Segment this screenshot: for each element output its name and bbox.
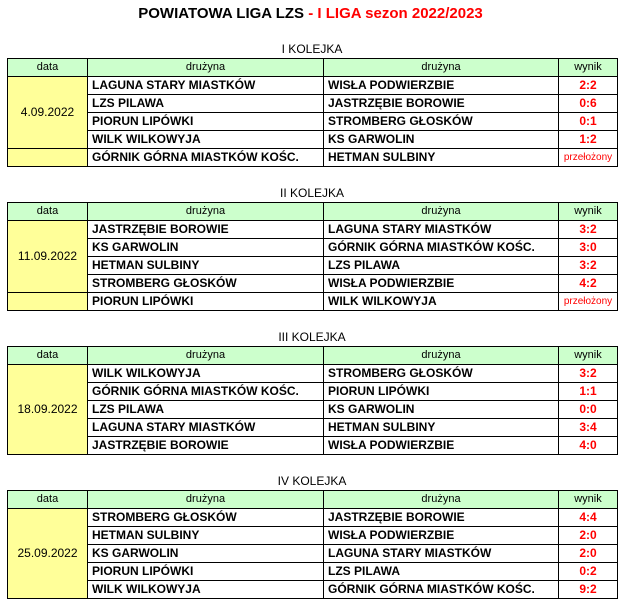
- round-title: II KOLEJKA: [279, 186, 345, 200]
- header-team2: drużyna: [324, 347, 559, 365]
- home-team: LZS PILAWA: [88, 401, 324, 419]
- away-team: LZS PILAWA: [324, 257, 559, 275]
- away-team: WISŁA PODWIERZBIE: [324, 527, 559, 545]
- match-result: 3:2: [559, 365, 618, 383]
- postponed-date-cell: [8, 293, 88, 311]
- page-title: [0, 5, 621, 23]
- match-result: 9:2: [559, 581, 618, 599]
- match-result: 2:0: [559, 527, 618, 545]
- header-result: wynik: [559, 347, 618, 365]
- table-row: [8, 257, 618, 275]
- table-row: [8, 401, 618, 419]
- match-date: 18.09.2022: [8, 365, 88, 455]
- table-row-postponed: [8, 149, 618, 167]
- away-team: KS GARWOLIN: [324, 131, 559, 149]
- header-date: data: [8, 347, 88, 365]
- away-team: WILK WILKOWYJA: [324, 293, 559, 311]
- home-team: LAGUNA STARY MIASTKÓW: [88, 77, 324, 95]
- table-row: [8, 239, 618, 257]
- home-team: STROMBERG GŁOSKÓW: [88, 275, 324, 293]
- table-row: [8, 95, 618, 113]
- round-section: [7, 184, 617, 311]
- results-table: [7, 202, 618, 311]
- postponed-label: przełożony: [559, 293, 618, 311]
- header-team1: drużyna: [88, 347, 324, 365]
- away-team: HETMAN SULBINY: [324, 419, 559, 437]
- home-team: KS GARWOLIN: [88, 545, 324, 563]
- table-row: [8, 419, 618, 437]
- away-team: WISŁA PODWIERZBIE: [324, 437, 559, 455]
- match-result: 2:0: [559, 545, 618, 563]
- title-separator: -: [304, 5, 318, 22]
- home-team: WILK WILKOWYJA: [88, 131, 324, 149]
- table-header: [8, 491, 618, 509]
- table-row: [8, 527, 618, 545]
- match-result: 0:2: [559, 563, 618, 581]
- away-team: STROMBERG GŁOSKÓW: [324, 365, 559, 383]
- match-result: 1:1: [559, 383, 618, 401]
- home-team: GÓRNIK GÓRNA MIASTKÓW KOŚC.: [88, 383, 324, 401]
- away-team: GÓRNIK GÓRNA MIASTKÓW KOŚC.: [324, 239, 559, 257]
- header-team2: drużyna: [324, 59, 559, 77]
- home-team: JASTRZĘBIE BOROWIE: [88, 437, 324, 455]
- match-result: 3:0: [559, 239, 618, 257]
- table-row: [8, 221, 618, 239]
- table-header: [8, 347, 618, 365]
- match-date: 25.09.2022: [8, 509, 88, 599]
- round-title: III KOLEJKA: [278, 330, 346, 344]
- season-name: I LIGA sezon 2022/2023: [317, 5, 483, 22]
- match-result: 0:0: [559, 401, 618, 419]
- table-row: [8, 131, 618, 149]
- round-title: IV KOLEJKA: [277, 474, 347, 488]
- header-team1: drużyna: [88, 203, 324, 221]
- header-team2: drużyna: [324, 491, 559, 509]
- home-team: HETMAN SULBINY: [88, 257, 324, 275]
- results-table: [7, 490, 618, 599]
- table-row: [8, 581, 618, 599]
- table-row: [8, 383, 618, 401]
- table-row: [8, 365, 618, 383]
- header-result: wynik: [559, 491, 618, 509]
- away-team: HETMAN SULBINY: [324, 149, 559, 167]
- header-team1: drużyna: [88, 59, 324, 77]
- away-team: GÓRNIK GÓRNA MIASTKÓW KOŚC.: [324, 581, 559, 599]
- away-team: STROMBERG GŁOSKÓW: [324, 113, 559, 131]
- round-section: [7, 40, 617, 167]
- away-team: WISŁA PODWIERZBIE: [324, 275, 559, 293]
- home-team: KS GARWOLIN: [88, 239, 324, 257]
- home-team: JASTRZĘBIE BOROWIE: [88, 221, 324, 239]
- match-result: 0:6: [559, 95, 618, 113]
- match-result: 0:1: [559, 113, 618, 131]
- match-result: 4:4: [559, 509, 618, 527]
- header-result: wynik: [559, 59, 618, 77]
- match-result: 3:2: [559, 221, 618, 239]
- away-team: LZS PILAWA: [324, 563, 559, 581]
- header-team1: drużyna: [88, 491, 324, 509]
- results-table: [7, 58, 618, 167]
- header-result: wynik: [559, 203, 618, 221]
- table-row: [8, 275, 618, 293]
- table-header: [8, 59, 618, 77]
- away-team: WISŁA PODWIERZBIE: [324, 77, 559, 95]
- match-result: 2:2: [559, 77, 618, 95]
- round-section: [7, 472, 617, 599]
- home-team: LAGUNA STARY MIASTKÓW: [88, 419, 324, 437]
- away-team: JASTRZĘBIE BOROWIE: [324, 509, 559, 527]
- header-team2: drużyna: [324, 203, 559, 221]
- match-result: 4:2: [559, 275, 618, 293]
- away-team: PIORUN LIPÓWKI: [324, 383, 559, 401]
- home-team: WILK WILKOWYJA: [88, 365, 324, 383]
- home-team: STROMBERG GŁOSKÓW: [88, 509, 324, 527]
- round-section: [7, 328, 617, 455]
- table-row: [8, 437, 618, 455]
- match-date: 4.09.2022: [8, 77, 88, 149]
- away-team: LAGUNA STARY MIASTKÓW: [324, 545, 559, 563]
- home-team: PIORUN LIPÓWKI: [88, 293, 324, 311]
- home-team: PIORUN LIPÓWKI: [88, 563, 324, 581]
- match-result: 3:2: [559, 257, 618, 275]
- match-result: 1:2: [559, 131, 618, 149]
- away-team: LAGUNA STARY MIASTKÓW: [324, 221, 559, 239]
- header-date: data: [8, 59, 88, 77]
- round-title: I KOLEJKA: [281, 42, 343, 56]
- header-date: data: [8, 491, 88, 509]
- table-row: [8, 563, 618, 581]
- postponed-label: przełożony: [559, 149, 618, 167]
- table-row: [8, 545, 618, 563]
- table-row: [8, 113, 618, 131]
- match-result: 3:4: [559, 419, 618, 437]
- home-team: WILK WILKOWYJA: [88, 581, 324, 599]
- home-team: GÓRNIK GÓRNA MIASTKÓW KOŚC.: [88, 149, 324, 167]
- home-team: LZS PILAWA: [88, 95, 324, 113]
- table-row: [8, 509, 618, 527]
- home-team: PIORUN LIPÓWKI: [88, 113, 324, 131]
- header-date: data: [8, 203, 88, 221]
- league-name: POWIATOWA LIGA LZS: [138, 5, 305, 22]
- results-table: [7, 346, 618, 455]
- postponed-date-cell: [8, 149, 88, 167]
- match-result: 4:0: [559, 437, 618, 455]
- match-date: 11.09.2022: [8, 221, 88, 293]
- table-row-postponed: [8, 293, 618, 311]
- table-header: [8, 203, 618, 221]
- away-team: JASTRZĘBIE BOROWIE: [324, 95, 559, 113]
- home-team: HETMAN SULBINY: [88, 527, 324, 545]
- table-row: [8, 77, 618, 95]
- away-team: KS GARWOLIN: [324, 401, 559, 419]
